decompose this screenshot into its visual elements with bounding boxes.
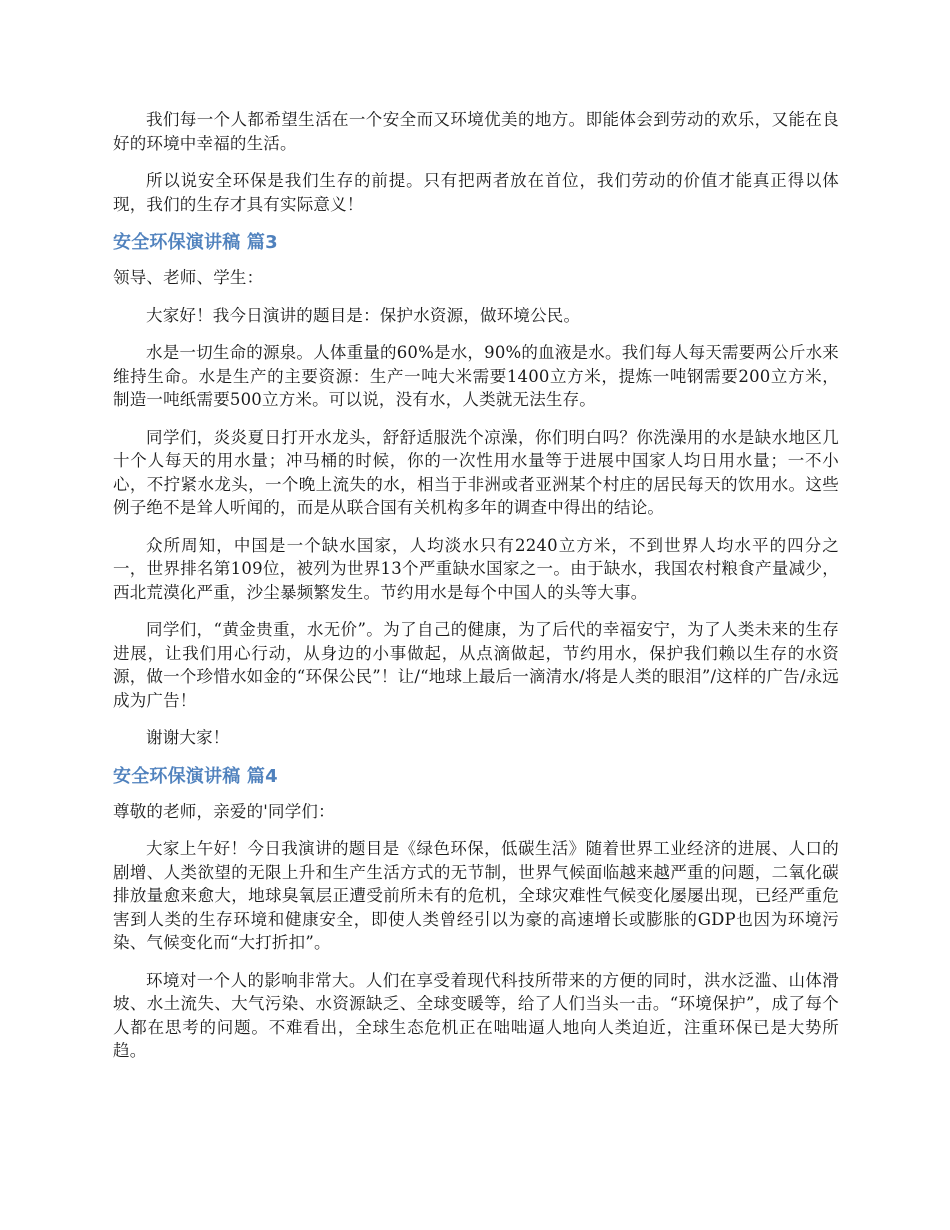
body-paragraph: 水是一切生命的源泉。人体重量的60%是水，90%的血液是水。我们每人每天需要两公斤水来维持生命。水是生产的主要资源：生产一吨大米需要1400立方米，提炼一吨钢需要200立方米，制造一吨纸需要500立方米。可以说，没有水，人类就无法生存。 xyxy=(113,343,839,409)
section-heading-3: 安全环保演讲稿 篇3 xyxy=(113,232,278,253)
body-paragraph: 同学们，炎炎夏日打开水龙头，舒舒适服洗个凉澡，你们明白吗？你洗澡用的水是缺水地区几十个人每天的用水量；冲马桶的时候，你的一次性用水量等于进展中国家人均日用水量；一不小心，不拧紧水龙头，一个晚上流失的水，相当于非洲或者亚洲某个村庄的居民每天的饮用水。这些例子绝不是耸人听闻的，而是从联合国有关机构多年的调查中得出的结论。 xyxy=(113,427,839,517)
body-paragraph: 同学们，“黄金贵重，水无价”。为了自己的健康，为了后代的幸福安宁，为了人类未来的生存进展，让我们用心行动，从身边的小事做起，从点滴做起，节约用水，保护我们赖以生存的水资源，做一个珍惜水如金的“环保公民”！让/“地球上最后一滴清水/将是人类的眼泪”/这样的广告/永远成为广告！ xyxy=(113,620,839,710)
section-heading-4: 安全环保演讲稿 篇4 xyxy=(113,765,278,787)
document-page xyxy=(113,108,839,1077)
body-paragraph: 所以说安全环保是我们生存的前提。只有把两者放在首位，我们劳动的价值才能真正得以体现，我们的生存才具有实际意义！ xyxy=(113,171,839,214)
salutation: 尊敬的老师，亲爱的'同学们： xyxy=(113,801,335,821)
salutation: 领导、老师、学生： xyxy=(113,268,264,287)
body-paragraph: 环境对一个人的影响非常大。人们在享受着现代科技所带来的方便的同时，洪水泛滥、山体滑坡、水土流失、大气污染、水资源缺乏、全球变暖等，给了人们当头一击。“环境保护”，成了每个人都在思考的问题。不难看出，全球生态危机正在咄咄逼人地向人类迫近，注重环保已是大势所趋。 xyxy=(113,970,839,1060)
body-paragraph: 我们每一个人都希望生活在一个安全而又环境优美的地方。即能体会到劳动的欢乐，又能在良好的环境中幸福的生活。 xyxy=(113,110,839,153)
body-paragraph: 大家上午好！今日我演讲的题目是《绿色环保，低碳生活》随着世界工业经济的进展、人口的剧增、人类欲望的无限上升和生产生活方式的无节制，世界气候面临越来越严重的问题，二氧化碳排放量愈来愈大，地球臭氧层正遭受前所未有的危机，全球灾难性气候变化屡屡出现，已经严重危害到人类的生存环境和健康安全，即使人类曾经引以为豪的高速增长或膨胀的GDP也因为环境污染、气候变化而“大打折扣”。 xyxy=(113,839,839,952)
body-paragraph: 众所周知，中国是一个缺水国家，人均淡水只有2240立方米，不到世界人均水平的四分之一，世界排名第109位，被列为世界13个严重缺水国家之一。由于缺水，我国农村粮食产量减少，西北荒漠化严重，沙尘暴频繁发生。节约用水是每个中国人的头等大事。 xyxy=(113,535,839,602)
body-paragraph: 大家好！我今日演讲的题目是：保护水资源，做环境公民。 xyxy=(146,305,581,325)
closing-line: 谢谢大家！ xyxy=(146,728,230,747)
